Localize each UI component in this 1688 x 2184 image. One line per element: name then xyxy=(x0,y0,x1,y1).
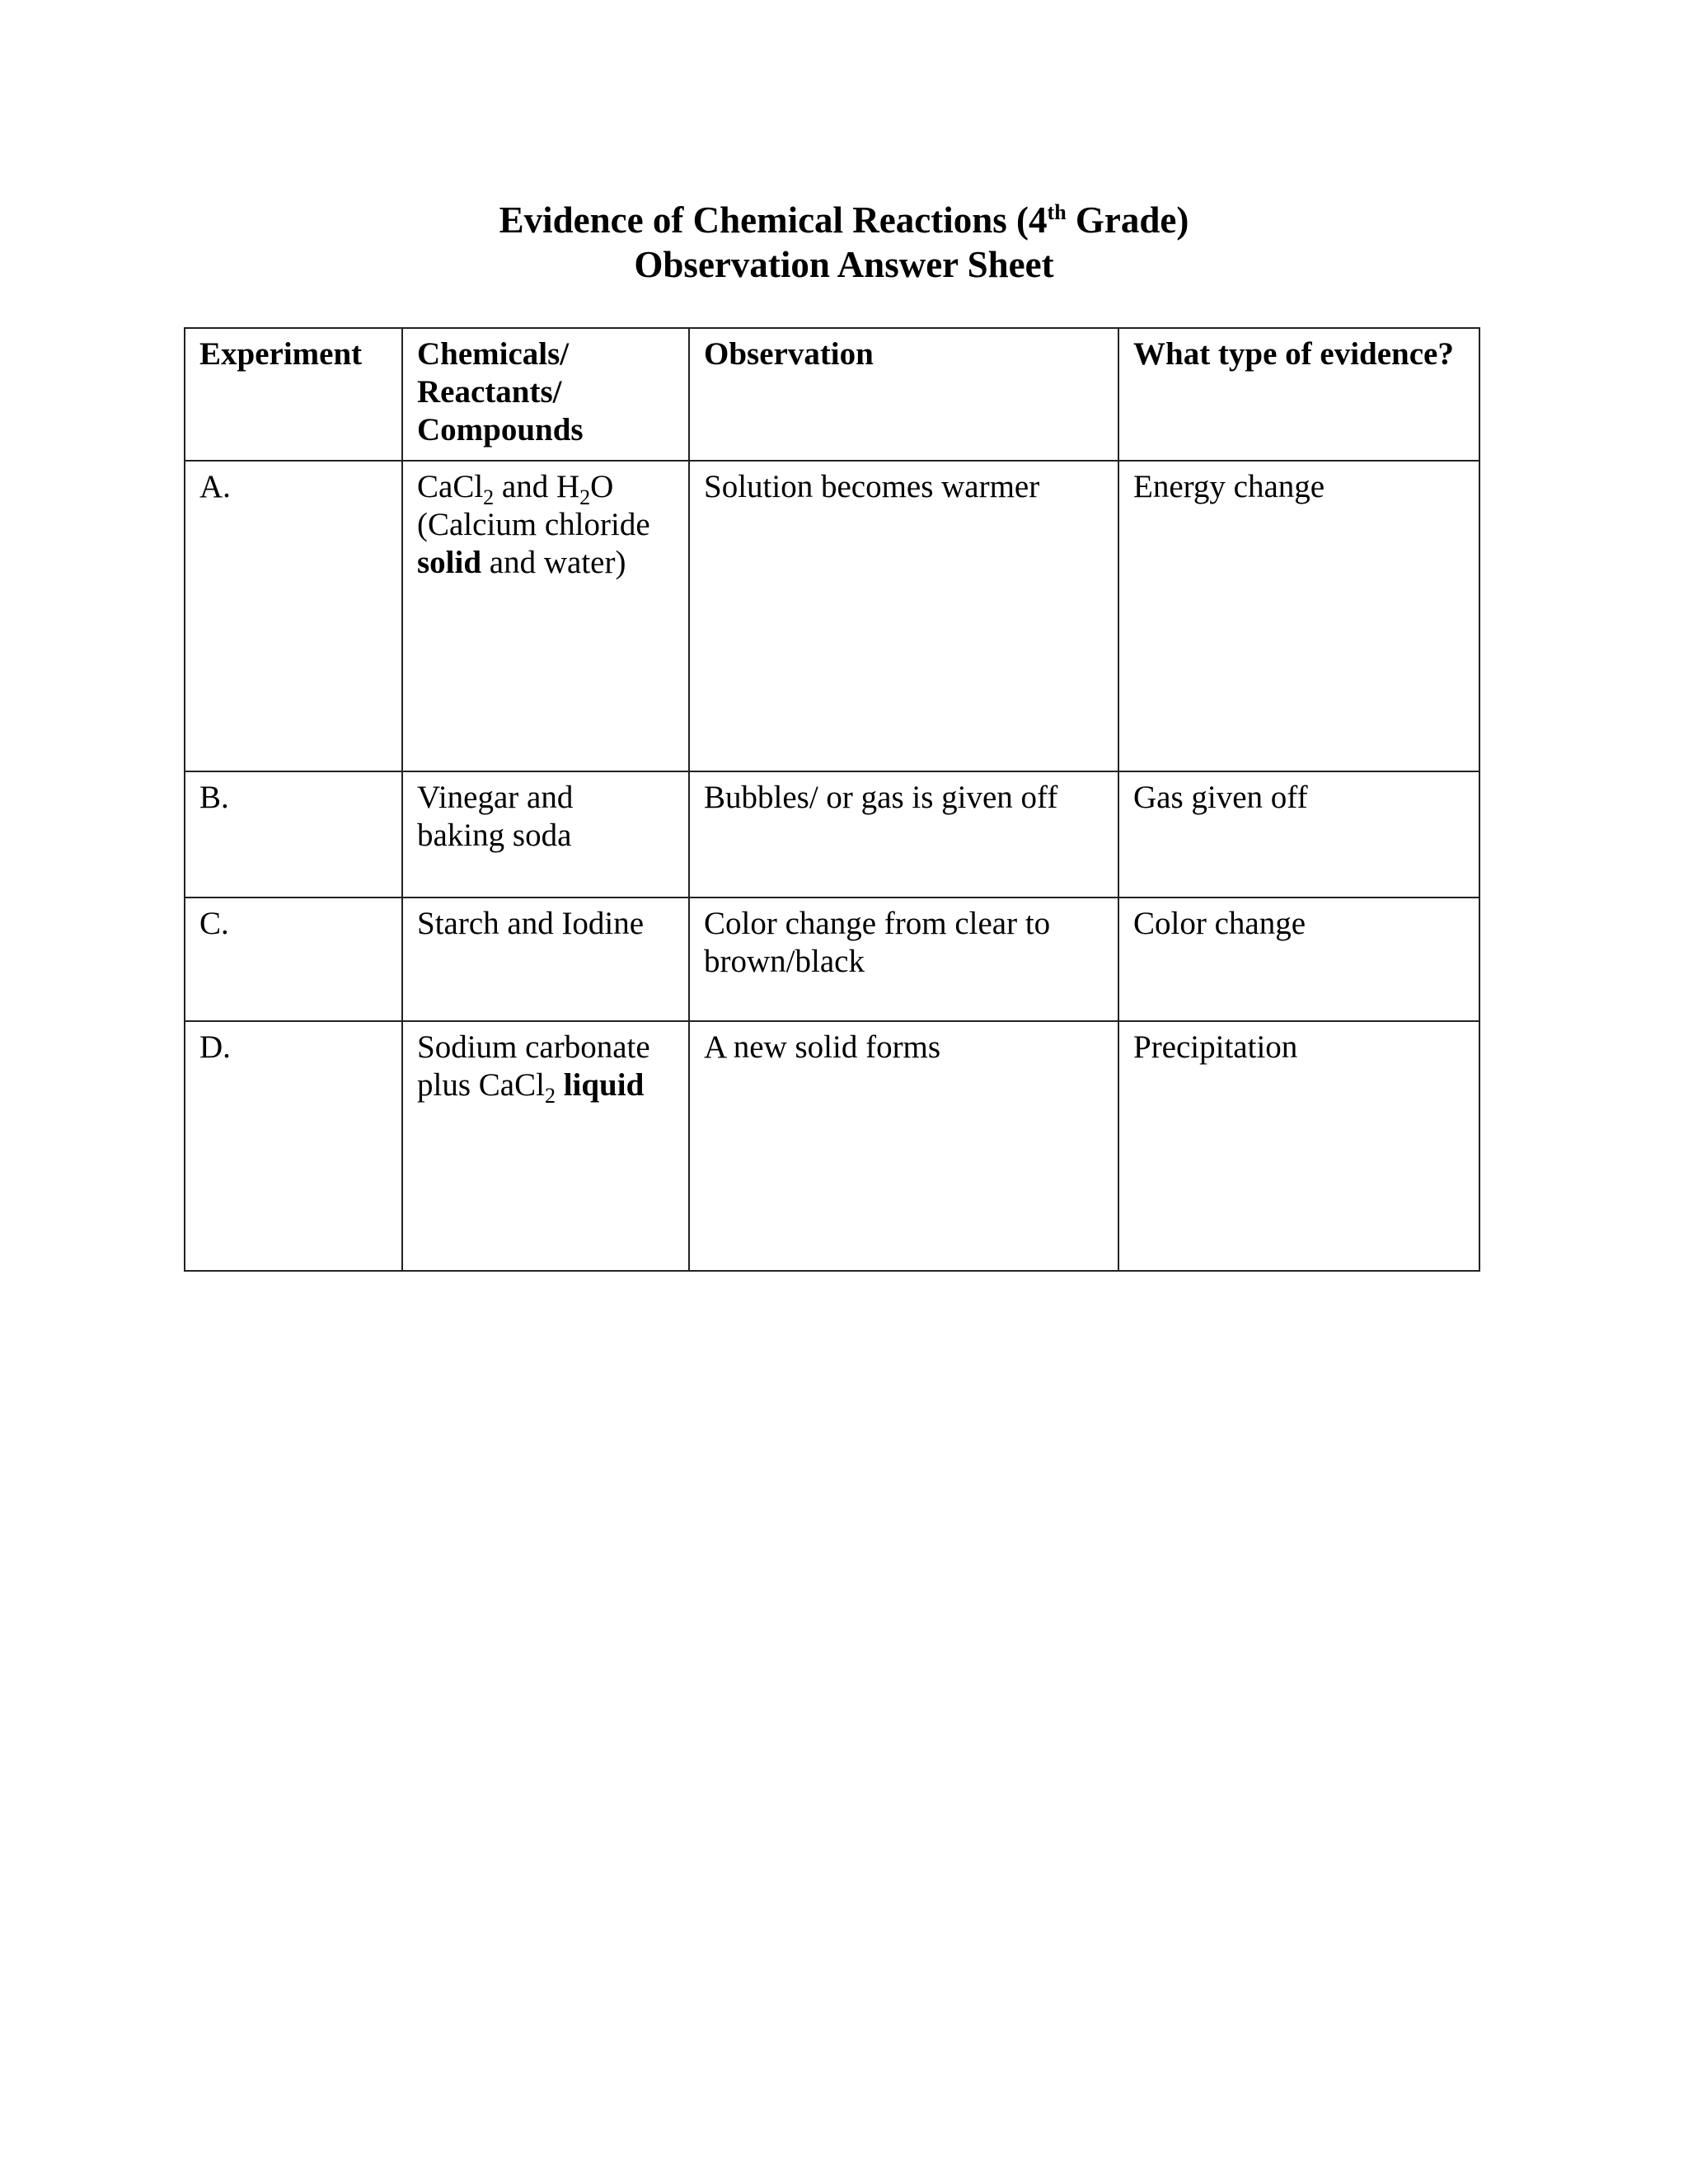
experiment-cell: C. xyxy=(185,898,402,1021)
title-superscript: th xyxy=(1047,200,1067,224)
header-chemicals-line-1: Chemicals/ xyxy=(417,336,570,372)
chemicals-cell xyxy=(402,461,689,771)
header-evidence: What type of evidence? xyxy=(1118,328,1479,461)
chemicals-cell: Vinegar and baking soda xyxy=(402,771,689,898)
title-line-2: Observation Answer Sheet xyxy=(634,244,1054,285)
table-header-row xyxy=(185,328,1479,461)
document-title xyxy=(0,198,1688,287)
evidence-cell: Precipitation xyxy=(1118,1021,1479,1271)
evidence-cell: Energy change xyxy=(1118,461,1479,771)
observation-cell: Bubbles/ or gas is given off xyxy=(689,771,1118,898)
table-row xyxy=(185,898,1479,1021)
chem-state-line: solid and water) xyxy=(417,545,626,580)
table-row xyxy=(185,1021,1479,1271)
header-chemicals-line-2: Reactants/ xyxy=(417,374,562,410)
experiment-cell: D. xyxy=(185,1021,402,1271)
experiment-cell: A. xyxy=(185,461,402,771)
observation-cell: Color change from clear to brown/black xyxy=(689,898,1118,1021)
title-line-1 xyxy=(0,198,1688,242)
header-chemicals-line-3: Compounds xyxy=(417,412,584,448)
chem-formula-line: CaCl$_2$ and $H_2O$ xyxy=(417,469,614,509)
header-experiment: Experiment xyxy=(185,328,402,461)
table-row xyxy=(185,771,1479,898)
observation-cell: Solution becomes warmer xyxy=(689,461,1118,771)
header-observation: Observation xyxy=(689,328,1118,461)
chemicals-cell: Sodium carbonate plus CaCl$_2$ liquid xyxy=(402,1021,689,1271)
evidence-cell: Color change xyxy=(1118,898,1479,1021)
chem-name-line: (Calcium chloride xyxy=(417,507,650,542)
observation-table xyxy=(184,327,1480,1272)
chemicals-cell: Starch and Iodine xyxy=(402,898,689,1021)
title-end-text: Grade) xyxy=(1066,199,1189,241)
observation-cell: A new solid forms xyxy=(689,1021,1118,1271)
table-row xyxy=(185,461,1479,771)
title-main-text: Evidence of Chemical Reactions (4 xyxy=(499,199,1048,241)
evidence-cell: Gas given off xyxy=(1118,771,1479,898)
header-chemicals xyxy=(402,328,689,461)
experiment-cell: B. xyxy=(185,771,402,898)
